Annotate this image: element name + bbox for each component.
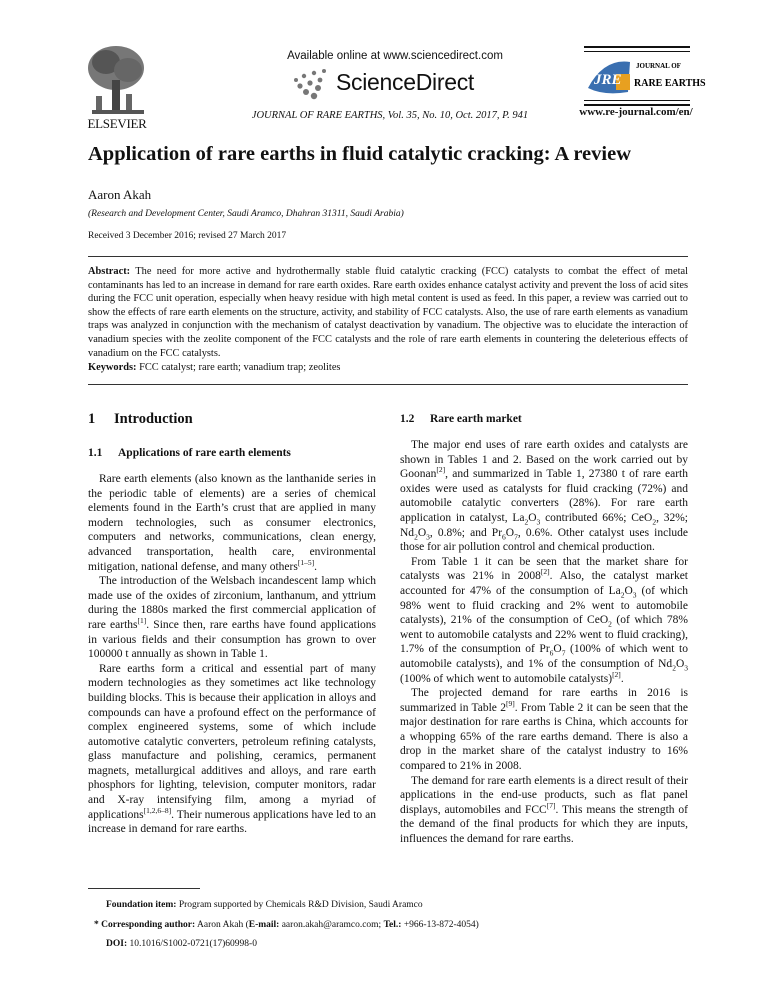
elsevier-wordmark: ELSEVIER [87, 116, 147, 131]
jre-journal-of: JOURNAL OF [636, 62, 681, 70]
subscript: 6 [549, 648, 554, 658]
section-title: Introduction [114, 411, 193, 427]
body-paragraph [88, 472, 376, 574]
citation-reference[interactable]: [1,2,6–8] [143, 805, 172, 815]
left-column-body [88, 472, 376, 837]
foundation-label: Foundation item: [106, 900, 177, 910]
abstract-top-rule [88, 256, 688, 257]
paragraph-text[interactable]: Rare earth elements (also known as the lanthanide series in the periodic table of elements) are a series of chemical elements found in the Earth’s crust that are applied in many modern technologies, such as consumer electronics, computers and networks, communications, clean energy, advanced transportation, health care, environmental mitigation, national defense, and many others [88, 473, 376, 573]
paragraph-text[interactable]: (100% of which went to automobile catalysts), and 1% of the consumption of Nd [400, 643, 688, 670]
footnotes [94, 896, 479, 955]
body-paragraph [400, 438, 688, 555]
subscript: 3 [684, 663, 688, 673]
paragraph-text[interactable]: O [553, 643, 562, 656]
tel-number: +966-13-872-4054) [401, 919, 479, 930]
paragraph-text[interactable]: The demand for rare earth elements is a direct result of their applications in the end-use products, such as flat panel displays, automobiles and FCC [400, 774, 688, 816]
paragraph-text[interactable]: From Table 1 it can be seen that the market share for catalysts was 21% in 2008 [400, 555, 688, 583]
paragraph-text[interactable]: , and summarized in Table 1, 27380 t of rare earth oxides were used as catalysts for fluid cracking (72%) and automobile catalytic converters (28%). For rare earth application in catalyst, La [400, 468, 688, 524]
jre-logo-text: JRE [594, 72, 622, 88]
subscript: 3 [632, 590, 637, 600]
sciencedirect-wordmark: ScienceDirect [336, 69, 474, 95]
body-paragraph [88, 574, 376, 662]
citation-reference[interactable]: [7] [546, 801, 556, 811]
paragraph-text[interactable]: . [620, 672, 624, 685]
email-label: E-mail: [248, 919, 280, 930]
author-affiliation: (Research and Development Center, Saudi Aramco, Dhahran 31311, Saudi Arabia) [88, 209, 404, 219]
section-heading-introduction [88, 411, 193, 428]
subsection-heading-applications [88, 447, 291, 459]
body-paragraph [400, 555, 688, 686]
paragraph-text[interactable]: (100% of which went to automobile catalysts) [400, 672, 613, 685]
subscript: 2 [524, 517, 529, 527]
doi-link[interactable]: 10.1016/S1002-0721(17)60998-0 [127, 939, 257, 949]
paragraph-text[interactable]: The projected demand for rare earths in 2016 is summarized in Table 2 [400, 687, 688, 714]
subscript: 6 [502, 531, 506, 541]
citation-reference[interactable]: [9] [505, 698, 515, 708]
asterisk: * [94, 919, 102, 930]
jre-rare-earths: RARE EARTHS [634, 78, 706, 89]
paragraph-text[interactable]: , 0.8%; and Pr [429, 526, 503, 539]
footnote-rule [88, 888, 200, 889]
citation-reference[interactable]: [2] [436, 465, 446, 475]
paragraph-text[interactable]: . Their numerous applications have led to an increase in demand for rare earths. [88, 808, 376, 836]
citation-reference[interactable]: [1] [137, 616, 147, 626]
subscript: 2 [608, 619, 612, 629]
abstract-bottom-rule [88, 384, 688, 385]
paragraph-text[interactable]: , 32%; Nd [400, 511, 688, 539]
abstract [88, 265, 688, 360]
body-paragraph [400, 686, 688, 774]
paragraph-text[interactable]: . Since then, rare earths have found applications in various fields and their consumption has grown to over 100000 t annually as shown in Table 1. [88, 618, 376, 661]
subsection-title: Rare earth market [430, 413, 522, 425]
journal-citation: JOURNAL OF RARE EARTHS, Vol. 35, No. 10, Oct. 2017, P. 941 [251, 110, 529, 121]
subscript: 2 [652, 517, 657, 527]
body-paragraph [400, 774, 688, 847]
subscript: 3 [536, 517, 541, 527]
citation-reference[interactable]: [2] [612, 669, 621, 679]
paper-title: Application of rare earths in fluid catalytic cracking: A review [88, 143, 631, 165]
paragraph-text[interactable]: The introduction of the Welsbach incandescent lamp which made use of the oxides of zirconium, lanthanum, and yttrium during the 1880s marked the first commercial application of rare earths [88, 575, 376, 631]
subscript: 2 [672, 663, 676, 673]
body-paragraph [88, 662, 376, 837]
paragraph-text[interactable]: O [505, 526, 515, 539]
section-number: 1 [88, 411, 96, 427]
email-link[interactable]: aaron.akah@aramco.com; [279, 919, 384, 930]
tel-label: Tel.: [383, 919, 402, 930]
paragraph-text[interactable]: contributed 66%; CeO [540, 511, 653, 524]
paragraph-text[interactable]: (of which 98% went to fluid cracking and 2% went to automobile catalysts), 21% of the consumption of CeO [400, 584, 689, 627]
keywords-label: Keywords: [88, 362, 137, 373]
subscript: 2 [620, 590, 625, 600]
available-online-link[interactable]: Available online at www.sciencedirect.com [287, 50, 503, 62]
paragraph-text[interactable]: . This means the strength of the demand of the final products for which they are inputs, influences the demand for rare earths. [400, 803, 688, 846]
keywords [88, 362, 340, 373]
subsection-heading-market [400, 413, 522, 425]
paragraph-text[interactable]: . From Table 2 it can be seen that the major destination for rare earths is China, which accounts for a whopping 65% of the rare earths demand. There is also a drop in the market share of the catalyst industry to 16% compared to 21% in 2008. [400, 701, 688, 773]
paragraph-text[interactable]: , 0.6%. Other catalyst uses include those for air pollution control and chemical production. [400, 526, 688, 554]
journal-url-link[interactable]: www.re-journal.com/en/ [579, 106, 693, 118]
paragraph-text[interactable]: . Also, the catalyst market accounted for 47% of the consumption of La [400, 570, 688, 597]
foundation-text: Program supported by Chemicals R&D Division, Saudi Aramco [176, 900, 423, 910]
foundation-note [106, 896, 479, 916]
subsection-number: 1.2 [400, 413, 415, 425]
corr-name: Aaron Akah ( [195, 919, 249, 930]
received-dates: Received 3 December 2016; revised 27 March 2017 [88, 231, 287, 241]
paragraph-text[interactable]: (of which 78% went to automobile catalysts and 22% went to fluid cracking), 1.7% of the consumption of Pr [400, 614, 689, 656]
subsection-number: 1.1 [88, 447, 103, 459]
paragraph-text[interactable]: O [528, 511, 537, 524]
paragraph-text[interactable]: . [314, 560, 317, 573]
paragraph-text[interactable]: O [675, 657, 685, 670]
paragraph-text[interactable]: O [417, 526, 427, 539]
author-name: Aaron Akah [88, 187, 152, 202]
keywords-text: FCC catalyst; rare earth; vanadium trap; zeolites [136, 362, 341, 373]
paragraph-text[interactable]: Rare earths form a critical and essential part of many modern technologies as they sometimes act like technology building blocks. This is because their application in alloys and compounds can have a profound effect on the performance of complex engineered systems, some of which include automotive catalytic converters, petroleum refining catalysts, glass manufacture and polishing, ceramics, permanent magnets, metallurgical additives and alloys, and rare earth phosphors for lighting, television, computer monitors, radar and X-ray intensifying film, among a myriad of applications [88, 662, 376, 821]
paragraph-text[interactable]: O [624, 584, 633, 597]
doi-note [106, 935, 479, 955]
corresponding-author-note [94, 916, 479, 936]
doi-label: DOI: [106, 939, 128, 949]
right-column-body [400, 438, 688, 847]
subscript: 7 [514, 531, 518, 541]
citation-reference[interactable]: [1–5] [297, 557, 315, 567]
corr-label: Corresponding author: [101, 919, 196, 930]
subscript: 3 [426, 531, 430, 541]
abstract-text: The need for more active and hydrothermally stable fluid catalytic cracking (FCC) catalysts to combat the effect of metal contaminants has led to an increase in demand for rare earth oxides. Rare earth oxides enhance catalyst activity and prevent the loss of acid sites during the FCC unit operation, especially when heavy residue with high metal content is used as feed. In this paper, a review was carried out to show the effects of rare earth elements on the structure, activity, and stability of FCC catalysts. Also, the use of rare earth elements as vanadium traps was analyzed in conjunction with the mechanism of catalyst deactivation by vanadium. The objective was to elucidate the interaction of vanadium species with the zeolite component of the FCC catalysts and the role of rare earth elements in countering the deleterious effects of vanadium on the FCC catalysts. [88, 266, 688, 359]
citation-reference[interactable]: [2] [540, 567, 550, 577]
subsection-title: Applications of rare earth elements [118, 447, 291, 459]
subscript: 7 [561, 648, 566, 658]
abstract-label: Abstract: [88, 266, 131, 277]
paragraph-text[interactable]: The major end uses of rare earth oxides and catalysts are shown in Tables 1 and 2. Based on the work carried out by Goonan [400, 439, 688, 481]
journal-of-rare-earths-logo [584, 44, 706, 114]
subscript: 2 [414, 531, 418, 541]
